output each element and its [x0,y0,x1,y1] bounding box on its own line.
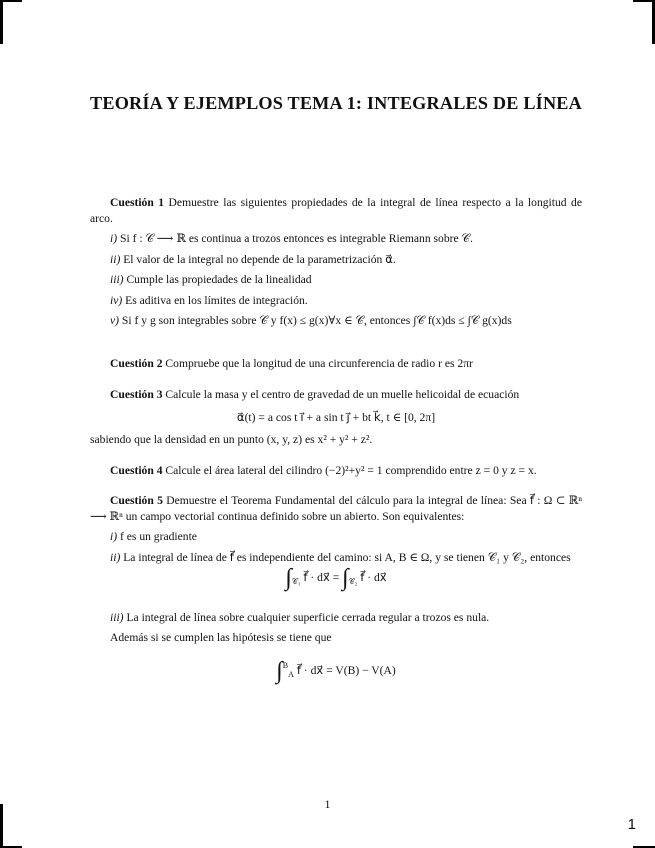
q1-item-iii: iii) Cumple las propiedades de la linealidad [110,273,312,286]
q1-item-ii: ii) El valor de la integral no depende de la parametrización α⃗. [110,252,396,266]
page-title: TEORÍA Y EJEMPLOS TEMA 1: INTEGRALES DE LÍNEA [90,93,582,113]
page-number: 1 [324,797,331,811]
question-2: Cuestión 2 Compruebe que la longitud de una circunferencia de radio r es 2πr [110,356,473,370]
question-1 [90,195,582,226]
viewer-page-indicator: 1 [627,816,636,833]
document-body [90,92,582,682]
q5-equation-2: ∫$^B_A$ f⃗ · dx⃗ = V(B) − V(A) [276,657,396,684]
crop-mark-tr-h [633,0,655,2]
crop-mark-tl-v [0,0,3,44]
q1-item-i: i) Si f : 𝒞 ⟶ ℝ es continua a trozos entonces es integrable Riemann sobre 𝒞. [110,232,473,245]
q3-equation: α⃗(t) = a cos t i⃗ + a sin t j⃗ + bt k⃗, t ∈ [0, 2π] [236,410,436,424]
question-4: Cuestión 4 Calcule el área lateral del cilindro (−2)²+y² = 1 comprendido entre z = 0 y z = x. [110,463,537,477]
integral-symbol: ∫ [276,657,283,684]
q1-item-v: v) Si f y g son integrables sobre 𝒞 y f(x) ≤ g(x)∀x ∈ 𝒞, entonces ∫𝒞 f(x)ds ≤ ∫𝒞 g(x)ds [110,314,512,327]
q1-item-iv: iv) Es aditiva en los límites de integración. [110,293,308,307]
q5-item-ii: ii) La integral de línea de f⃗ es independiente del camino: si A, B ∈ Ω, y se tienen 𝒞₁ y 𝒞₂, entonces [110,550,571,564]
q5-equation-1: $\int_{𝒞_1}$ f⃗ · dx⃗ = $\int_{𝒞_2}$ f⃗ · dx⃗ [285,565,387,591]
crop-mark-tl-h [0,0,22,2]
question-3: Cuestión 3 Calcule la masa y el centro de gravedad de un muelle helicoidal de ecuación [110,388,520,401]
q5-item-iii: iii) La integral de línea sobre cualquier superficie cerrada regular a trozos es nula. [110,610,490,624]
integral-symbol: ∫ [342,565,349,591]
question-1-text: Demuestre las siguientes propiedades de la integral de línea respecto a la longitud de arco. [90,196,582,225]
integral-symbol: ∫ [285,565,292,591]
q5-more: Además si se cumplen las hipótesis se tiene que [110,631,332,644]
question-5: Cuestión 5 Demuestre el Teorema Fundamental del cálculo para la integral de línea: Sea f⃗ : Ω ⊂ ℝⁿ ⟶ ℝⁿ un campo vectorial continua definido sobre un abierto. Son equivalentes: [90,494,582,523]
q3-after: sabiendo que la densidad en un punto (x, y, z) es x² + y² + z². [90,433,373,446]
question-1-label: Cuestión 1 [110,196,165,209]
q5-item-i: i) f es un gradiente [110,530,197,543]
